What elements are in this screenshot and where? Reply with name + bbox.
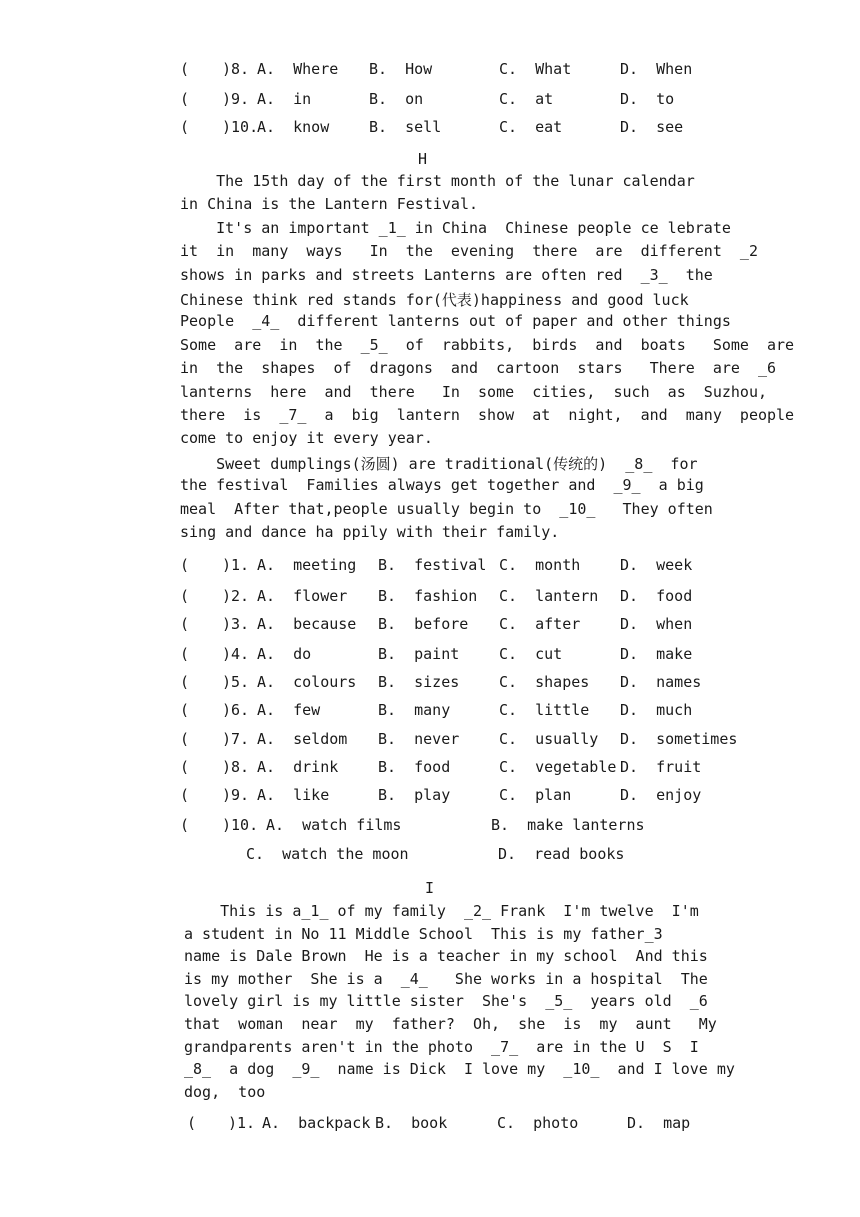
option-b: B. fashion: [378, 587, 478, 605]
option-d: D. names: [620, 673, 702, 691]
answer-bracket[interactable]: (: [180, 615, 190, 633]
answer-bracket[interactable]: (: [180, 786, 190, 804]
question-number: )9.: [222, 90, 250, 108]
passage-line: come to enjoy it every year.: [180, 429, 433, 448]
passage-line: The 15th day of the first month of the lunar calendar: [180, 172, 695, 190]
passage-line: the festival Families always get together and _9_ a big: [180, 476, 704, 495]
option-a: A. meeting: [257, 556, 357, 574]
question-number: )2.: [222, 587, 250, 605]
option-d: D. to: [620, 90, 675, 108]
answer-bracket[interactable]: (: [180, 816, 190, 834]
option-a: A. in: [257, 90, 312, 108]
answer-bracket[interactable]: (: [180, 645, 190, 663]
option-b: B. play: [378, 786, 451, 804]
option-a: A. flower: [257, 587, 348, 605]
option-a: A. seldom: [257, 730, 348, 748]
question-number: )1.: [222, 556, 250, 574]
option-d: D. week: [620, 556, 693, 574]
answer-bracket[interactable]: (: [180, 118, 190, 136]
passage-line: Chinese think red stands for(代表)happiness and good luck: [180, 291, 689, 309]
answer-bracket[interactable]: (: [187, 1114, 197, 1132]
option-b: B. many: [378, 701, 451, 719]
option-a: A. Where: [257, 60, 339, 78]
option-c: C. photo: [497, 1114, 579, 1132]
option-b: B. sell: [369, 118, 442, 136]
option-b: B. before: [378, 615, 469, 633]
question-number: )5.: [222, 673, 250, 691]
option-d: D. map: [627, 1114, 691, 1132]
option-a: A. few: [257, 701, 321, 719]
answer-bracket[interactable]: (: [180, 556, 190, 574]
option-d: D. When: [620, 60, 693, 78]
option-c: C. watch the moon: [246, 845, 409, 863]
answer-bracket[interactable]: (: [180, 730, 190, 748]
option-d: D. when: [620, 615, 693, 633]
section-h-heading: H: [418, 150, 428, 168]
passage-line: dog, too: [184, 1082, 266, 1101]
passage-line: lanterns here and there In some cities, such as Suzhou,: [180, 382, 767, 401]
option-c: C. at: [499, 90, 554, 108]
answer-bracket[interactable]: (: [180, 673, 190, 691]
option-d: D. fruit: [620, 758, 702, 776]
option-c: C. little: [499, 701, 590, 719]
option-b: B. sizes: [378, 673, 460, 691]
passage-line: shows in parks and streets Lanterns are often red _3_ the: [180, 265, 713, 284]
passage-line: name is Dale Brown He is a teacher in my school And this: [184, 947, 708, 966]
passage-line: People _4_ different lanterns out of paper and other things: [180, 312, 731, 331]
option-b: B. book: [375, 1114, 448, 1132]
option-c: C. lantern: [499, 587, 599, 605]
question-number: )10.: [222, 816, 259, 834]
option-c: C. eat: [499, 118, 563, 136]
option-c: C. after: [499, 615, 581, 633]
option-c: C. usually: [499, 730, 599, 748]
option-d: D. food: [620, 587, 693, 605]
passage-line: it in many ways In the evening there are different _2: [180, 242, 758, 261]
option-d: D. read books: [498, 845, 625, 863]
option-a: A. colours: [257, 673, 357, 691]
option-d: D. enjoy: [620, 786, 702, 804]
option-c: C. shapes: [499, 673, 590, 691]
option-b: B. festival: [378, 556, 487, 574]
question-number: )6.: [222, 701, 250, 719]
question-number: )3.: [222, 615, 250, 633]
option-b: B. How: [369, 60, 433, 78]
option-c: C. month: [499, 556, 581, 574]
option-b: B. make lanterns: [491, 816, 645, 834]
option-d: D. sometimes: [620, 730, 738, 748]
question-number: )8.: [222, 758, 250, 776]
option-b: B. on: [369, 90, 424, 108]
option-c: C. plan: [499, 786, 572, 804]
question-number: )7.: [222, 730, 250, 748]
question-number: )1.: [228, 1114, 256, 1132]
option-d: D. see: [620, 118, 684, 136]
answer-bracket[interactable]: (: [180, 60, 190, 78]
option-c: C. vegetable: [499, 758, 617, 776]
answer-bracket[interactable]: (: [180, 587, 190, 605]
passage-line: grandparents aren't in the photo _7_ are in the U S I: [184, 1037, 699, 1056]
question-number: )8.: [222, 60, 250, 78]
option-b: B. never: [378, 730, 460, 748]
option-a: A. backpack: [262, 1114, 371, 1132]
passage-line: in the shapes of dragons and cartoon stars There are _6: [180, 359, 777, 378]
passage-line: is my mother She is a _4_ She works in a hospital The: [184, 969, 708, 988]
section-i-heading: I: [425, 879, 435, 897]
question-number: )10.: [222, 118, 259, 136]
passage-line: It's an important _1_ in China Chinese people ce lebrate: [180, 218, 731, 237]
option-c: C. cut: [499, 645, 563, 663]
option-a: A. because: [257, 615, 357, 633]
passage-line: in China is the Lantern Festival.: [180, 195, 479, 214]
answer-bracket[interactable]: (: [180, 90, 190, 108]
passage-line: Sweet dumplings(汤圆) are traditional(传统的) _8_ for: [180, 454, 698, 473]
answer-bracket[interactable]: (: [180, 701, 190, 719]
option-b: B. food: [378, 758, 451, 776]
passage-line: lovely girl is my little sister She's _5_ years old _6: [184, 992, 708, 1011]
passage-line: that woman near my father? Oh, she is my aunt My: [184, 1015, 717, 1033]
option-a: A. watch films: [266, 816, 402, 834]
passage-line: a student in No 11 Middle School This is my father_3: [184, 924, 663, 943]
question-number: )9.: [222, 786, 250, 804]
option-d: D. make: [620, 645, 693, 663]
passage-line: meal After that,people usually begin to _10_ They often: [180, 499, 713, 518]
question-number: )4.: [222, 645, 250, 663]
option-a: A. like: [257, 786, 330, 804]
option-c: C. What: [499, 60, 572, 78]
option-d: D. much: [620, 701, 693, 719]
option-a: A. do: [257, 645, 312, 663]
passage-line: _8_ a dog _9_ name is Dick I love my _10_ and I love my: [184, 1060, 735, 1079]
passage-line: This is a_1_ of my family _2_ Frank I'm twelve I'm: [184, 902, 699, 920]
passage-line: there is _7_ a big lantern show at night, and many people: [180, 406, 795, 424]
option-b: B. paint: [378, 645, 460, 663]
passage-line: Some are in the _5_ of rabbits, birds and boats Some are: [180, 335, 795, 354]
option-a: A. drink: [257, 758, 339, 776]
answer-bracket[interactable]: (: [180, 758, 190, 776]
option-a: A. know: [257, 118, 330, 136]
passage-line: sing and dance ha ppily with their family.: [180, 523, 560, 541]
